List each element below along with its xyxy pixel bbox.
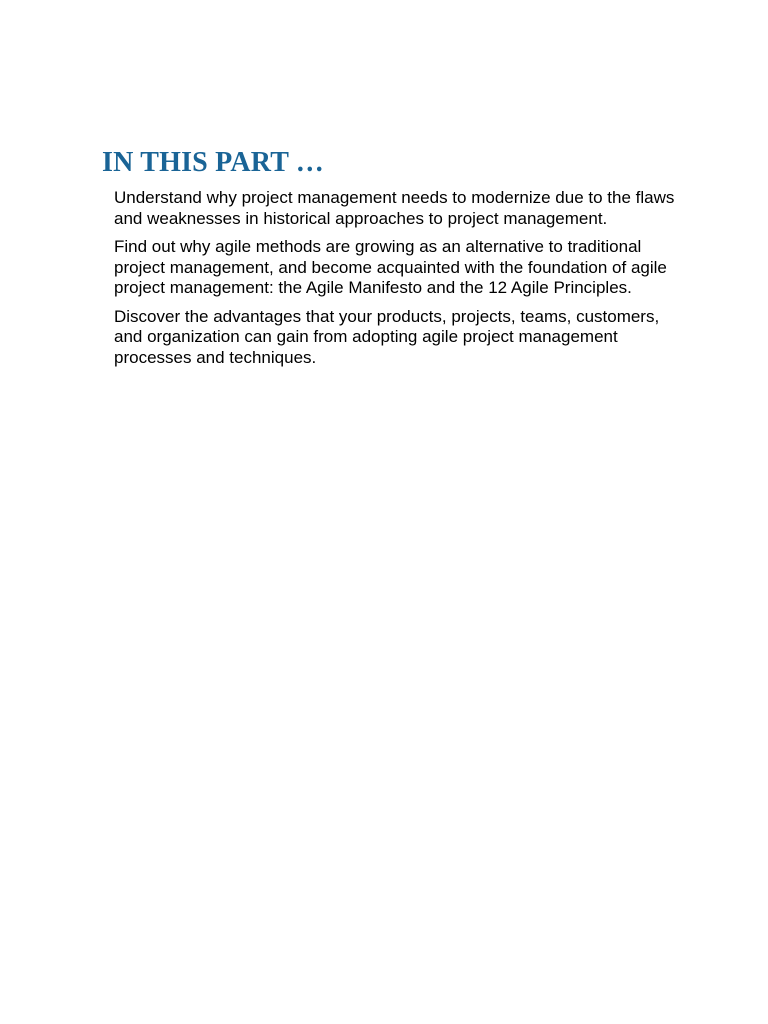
summary-item-1: Understand why project management needs to modernize due to the flaws and weaknesses in historical approaches to project management. (114, 188, 675, 228)
summary-item-2: Find out why agile methods are growing as an alternative to traditional project management, and become acquainted with the foundation of agile project management: the Agile Manifesto and the 12 Agile Principles. (114, 237, 667, 297)
part-summary-list (114, 188, 684, 376)
part-heading: IN THIS PART … (102, 147, 324, 178)
summary-item-3: Discover the advantages that your products, projects, teams, customers, and organization can gain from adopting agile project management processes and techniques. (114, 306, 660, 367)
